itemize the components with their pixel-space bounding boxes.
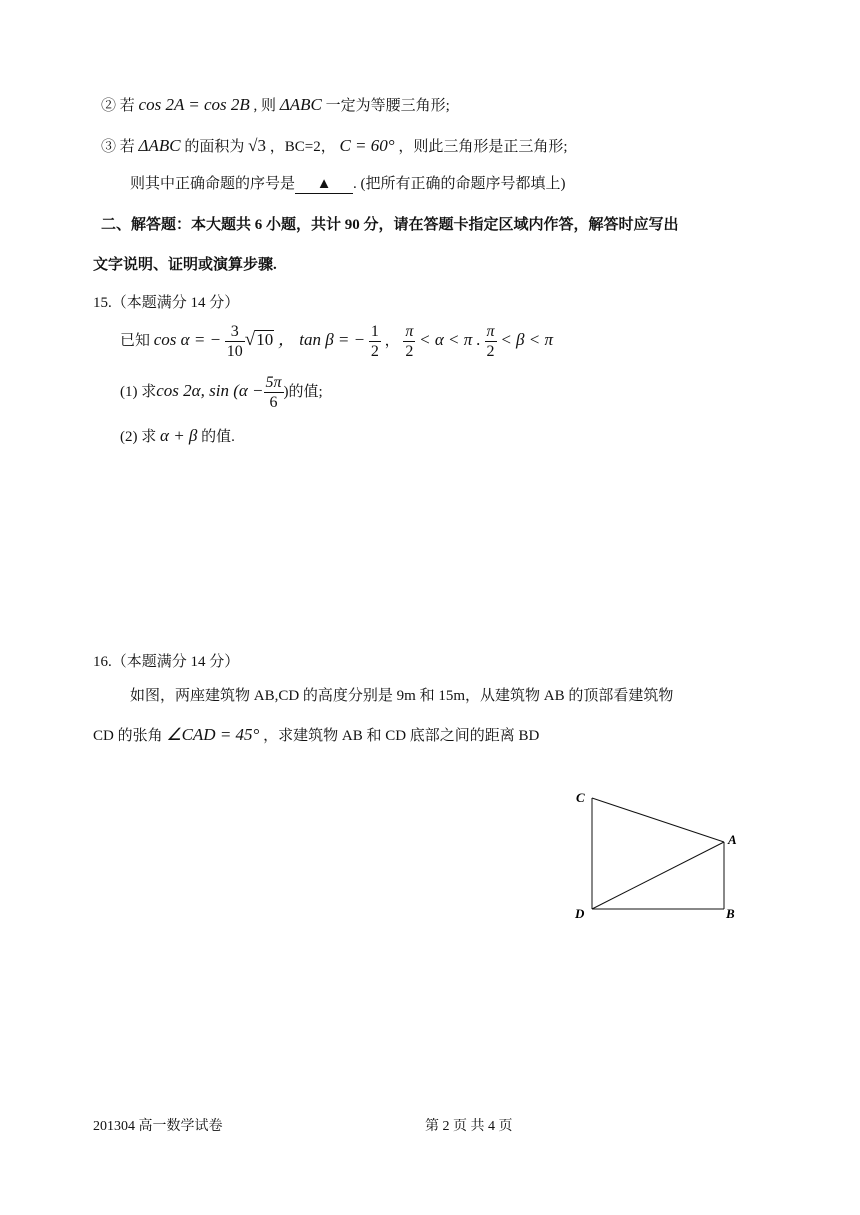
tan-beta: ， tan β = − bbox=[277, 329, 366, 349]
math-expression: α + β bbox=[160, 426, 198, 445]
sqrt-icon: √ bbox=[244, 328, 256, 350]
label-d: D bbox=[575, 906, 585, 921]
math-expression: ΔABC bbox=[279, 95, 322, 114]
q16-header: 16.（本题满分 14 分） bbox=[93, 654, 240, 670]
q16-line2 bbox=[93, 724, 539, 745]
list-item-3 bbox=[101, 135, 568, 156]
fraction-pi-2 bbox=[403, 322, 415, 361]
q15-header: 15.（本题满分 14 分） bbox=[93, 295, 240, 311]
fraction-denominator: 2 bbox=[486, 343, 495, 360]
answer-suffix: . (把所有正确的命题序号都填上) bbox=[353, 176, 566, 192]
item-text: 若 bbox=[119, 98, 135, 114]
q15-given bbox=[120, 322, 553, 361]
math-expression: cos 2α, sin (α − bbox=[156, 380, 264, 400]
part-text: 的值. bbox=[201, 429, 235, 445]
fraction-numerator: 3 bbox=[225, 322, 245, 342]
condition-alpha: < α < π . bbox=[419, 329, 481, 349]
item-text: 若 bbox=[119, 139, 135, 155]
part-text: 求 bbox=[141, 429, 157, 445]
given-prefix: 已知 bbox=[120, 332, 151, 349]
item-text: , 则 bbox=[253, 98, 277, 114]
q15-part2 bbox=[120, 425, 235, 446]
fraction-1-2 bbox=[369, 322, 381, 361]
footer-page-number: 第 2 页 共 4 页 bbox=[425, 1119, 513, 1134]
math-expression: C = 60° bbox=[339, 136, 395, 155]
q16-line1: 如图，两座建筑物 AB,CD 的高度分别是 9m 和 15m，从建筑物 AB 的顶部看建筑物 bbox=[130, 688, 674, 704]
answer-blank: ▲ bbox=[295, 176, 353, 194]
segment-ca bbox=[592, 798, 724, 842]
sqrt-radicand: 10 bbox=[256, 329, 274, 349]
item-text: 的面积为 bbox=[184, 139, 245, 155]
fraction-denominator: 2 bbox=[370, 343, 379, 360]
item-marker: ③ bbox=[101, 139, 117, 155]
list-item-2 bbox=[101, 94, 450, 115]
line-text: CD 的张角 bbox=[93, 728, 163, 744]
answer-line bbox=[130, 172, 566, 194]
item-marker: ② bbox=[101, 98, 117, 114]
angle-expression: ∠CAD = 45° bbox=[166, 725, 260, 744]
item-text: ，则此三角形是正三角形; bbox=[398, 139, 568, 155]
footer-left: 201304 高一数学试卷 bbox=[93, 1119, 223, 1134]
math-expression: ΔABC bbox=[138, 136, 181, 155]
fraction-numerator: π bbox=[486, 323, 495, 340]
fraction-numerator: π bbox=[405, 323, 414, 340]
cos-alpha: cos α = − bbox=[153, 329, 222, 349]
label-b: B bbox=[726, 906, 735, 921]
fraction-denominator: 6 bbox=[269, 394, 278, 411]
part-text: )的值; bbox=[283, 383, 323, 400]
math-expression: √3 bbox=[248, 136, 266, 155]
fraction-denominator: 10 bbox=[226, 343, 243, 360]
fraction-3-10 bbox=[225, 322, 245, 361]
math-expression: cos 2A = cos 2B bbox=[138, 95, 250, 114]
item-text: ，BC=2， bbox=[269, 139, 336, 155]
condition-beta: < β < π bbox=[500, 329, 553, 349]
fraction-denominator: 2 bbox=[405, 343, 414, 360]
part-label: (2) bbox=[120, 429, 138, 445]
section-heading-line2: 文字说明、证明或演算步骤. bbox=[93, 257, 277, 273]
fraction-numerator: 5π bbox=[265, 374, 282, 391]
building-figure bbox=[560, 780, 760, 930]
item-text: 一定为等腰三角形; bbox=[325, 98, 450, 114]
label-c: C bbox=[576, 790, 585, 805]
q15-part1 bbox=[120, 373, 323, 412]
answer-prefix: 则其中正确命题的序号是 bbox=[130, 176, 296, 192]
separator: ， bbox=[384, 332, 400, 349]
segment-da bbox=[592, 842, 724, 909]
part-text: 求 bbox=[141, 383, 157, 400]
fraction-5pi-6 bbox=[264, 373, 284, 412]
label-a: A bbox=[728, 832, 737, 847]
fraction-numerator: 1 bbox=[370, 323, 379, 340]
part-label: (1) bbox=[120, 383, 138, 400]
section-heading-line1: 二、解答题：本大题共 6 小题，共计 90 分，请在答题卡指定区域内作答，解答时应写出 bbox=[101, 217, 679, 233]
fraction-pi-2 bbox=[485, 322, 497, 361]
line-text: ，求建筑物 AB 和 CD 底部之间的距离 BD bbox=[263, 728, 540, 744]
